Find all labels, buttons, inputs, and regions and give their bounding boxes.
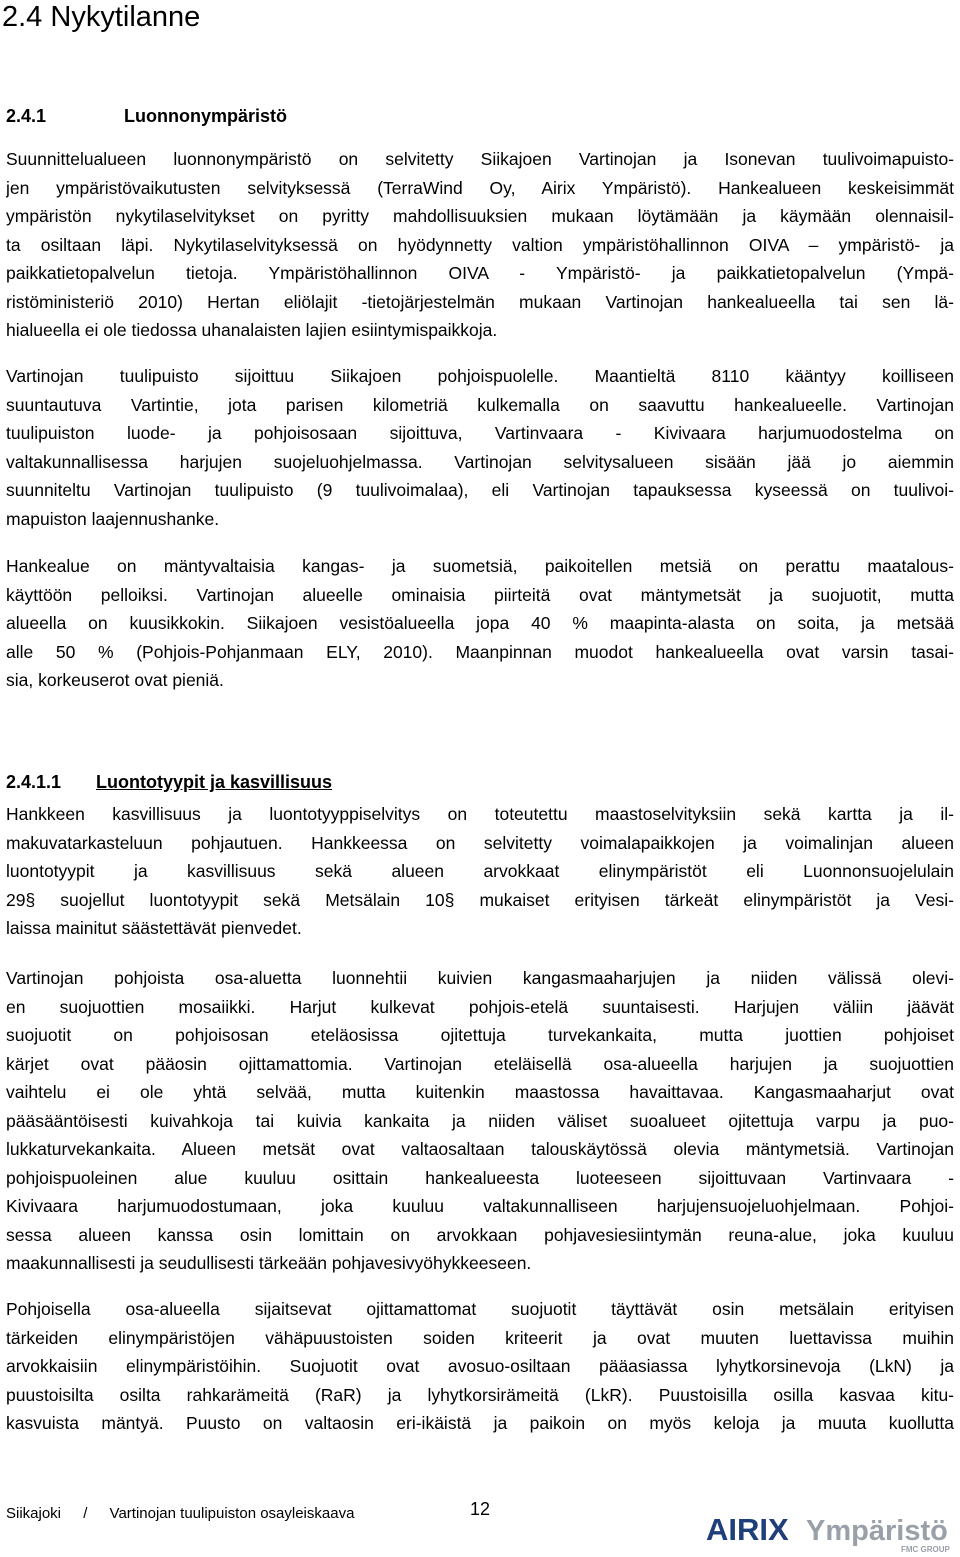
text-line: suuntautuva Vartintie, jota parisen kilometriä kulkemalla on saavuttu hankealueelle. Vartinojan [6, 394, 954, 415]
text-line: pääsääntöisesti kuivahkoja tai kuivia kankaita ja niiden väliset suoalueet ojitettuja varpu ja puo- [6, 1110, 954, 1131]
text-line: Kivivaara harjumuodostumaan, joka kuuluu valtakunnalliseen harjujensuojeluohjelmaan. Pohjoi- [6, 1196, 954, 1216]
text-line: Hankkeen kasvillisuus ja luontotyyppiselvitys on toteutettu maastoselvityksiin sekä kartta ja il- [6, 804, 954, 824]
airix-ymparisto-logo [706, 1510, 956, 1554]
text-line: valtakunnallisessa harjujen suojeluohjelmassa. Vartinojan selvitysalueen sisään jää jo aiemmin [6, 451, 954, 472]
footer-document-info [6, 1505, 354, 1522]
text-line: maakunnallisesti ja seudullisesti tärkeään pohjavesivyöhykkeeseen. [6, 1253, 532, 1273]
subsection-heading-2-4-1-1 [6, 770, 332, 794]
text-line: ta osiltaan läpi. Nykytilaselvityksessä on hyödynnetty valtion ympäristöhallinnon OIVA – ympäristö- ja [6, 234, 954, 255]
text-line: Vartinojan pohjoista osa-aluetta luonnehtii kuivien kangasmaaharjujen ja niiden välissä olevi- [6, 968, 954, 988]
text-line: pohjoispuoleinen alue kuuluu osittain hankealueesta luoteeseen sijoittuvaan Vartinvaara - [6, 1167, 954, 1188]
heading-2-4: 2.4 Nykytilanne [2, 1, 201, 33]
text-line: mapuiston laajennushanke. [6, 508, 220, 529]
text-line: ristöministeriö 2010) Hertan eliölajit -tietojärjestelmän mukaan Vartinojan hankealueella tai sen lä- [6, 291, 954, 312]
paragraph-6 [6, 1295, 954, 1438]
text-line: vaihtelu ei ole yhtä selvää, mutta kuitenkin maastossa havaittavaa. Kangasmaaharjut ovat [6, 1082, 954, 1102]
paragraph-4 [6, 800, 954, 943]
subsection-title: Luontotyypit ja kasvillisuus [96, 772, 333, 792]
subsection-number: 2.4.1.1 [6, 772, 62, 792]
text-line: suunniteltu Vartinojan tuulipuisto (9 tuulivoimalaa), eli Vartinojan tapauksessa kyseessä on tuulivoi- [6, 480, 954, 500]
footer-separator: / [83, 1505, 88, 1522]
section-heading-2-4-1 [6, 104, 287, 128]
text-line: makuvatarkasteluun pohjautuen. Hankkeessa on selvitetty voimalapaikkojen ja voimalinjan alueen [6, 832, 954, 853]
text-line: en suojuottien mosaiikki. Harjut kulkevat pohjois-etelä suuntaisesti. Harjujen väliin jäävät [6, 996, 954, 1017]
text-line: tuulipuiston luode- ja pohjoisosaan sijoittuva, Vartinvaara - Kivivaara harjumuodostelma on [6, 423, 954, 443]
text-line: luontotyypit ja kasvillisuus sekä alueen arvokkaat elinympäristöt eli Luonnonsuojelulain [6, 861, 954, 881]
footer-document-title: Vartinojan tuulipuiston osayleiskaava [109, 1505, 355, 1522]
logo-ymparisto-text: Ympäristö [806, 1515, 948, 1547]
footer-municipality: Siikajoki [6, 1505, 62, 1522]
text-line: sessa alueen kanssa osin lomittain on arvokkaan pohjavesiesiintymän reuna-alue, joka kuuluu [6, 1224, 954, 1245]
text-line: kärjet ovat pääosin ojittamattomia. Vartinojan eteläisellä osa-alueella harjujen ja suojuottien [6, 1053, 954, 1074]
text-line: Hankealue on mäntyvaltaisia kangas- ja suometsiä, paikoitellen metsiä on perattu maatalous- [6, 556, 954, 576]
text-line: Vartinojan tuulipuisto sijoittuu Siikajoen pohjoispuolelle. Maantieltä 8110 kääntyy koilliseen [6, 366, 954, 386]
text-line: alle 50 % (Pohjois-Pohjanmaan ELY, 2010). Maanpinnan muodot hankealueella ovat varsin tasai- [6, 641, 954, 662]
text-line: jen ympäristövaikutusten selvityksessä (TerraWind Oy, Airix Ympäristö). Hankealueen keskeisimmät [6, 177, 954, 198]
text-line: Pohjoisella osa-alueella sijaitsevat ojittamattomat suojuotit täyttävät osin metsälain erityisen [6, 1299, 954, 1319]
text-line: suojuotit on pohjoisosan eteläosissa ojitettuja turvekankaita, mutta juottien pohjoiset [6, 1025, 954, 1045]
text-line: tärkeiden elinympäristöjen vähäpuustoisten soiden kriteerit ja ovat muuten luettavissa muihin [6, 1327, 954, 1348]
paragraph-5 [6, 964, 954, 1278]
text-line: 29§ suojellut luontotyypit sekä Metsälain 10§ mukaiset erityisen tärkeät elinympäristöt ja Vesi- [6, 889, 954, 910]
paragraph-1 [6, 145, 954, 345]
text-line: arvokkaisiin elinympäristöihin. Suojuotit ovat avosuo-osiltaan pääasiassa lyhytkorsinevoja (LkN) ja [6, 1356, 954, 1376]
text-line: ympäristön nykytilaselvitykset on pyritty mahdollisuuksien mukaan löytämään ja käymään olennaisil- [6, 206, 954, 226]
text-line: laissa mainitut säästettävät pienvedet. [6, 918, 302, 938]
logo-tagline-text: FMC GROUP [901, 1545, 950, 1554]
text-line: hialueella ei ole tiedossa uhanalaisten lajien esiintymispaikkoja. [6, 320, 498, 340]
text-line: lukkaturvekankaita. Alueen metsät ovat valtaosaltaan talouskäytössä olevia mäntymetsiä. Vartinojan [6, 1139, 954, 1159]
section-title: Luonnonympäristö [124, 106, 287, 126]
page-number: 12 [470, 1499, 491, 1519]
section-number: 2.4.1 [6, 106, 47, 126]
text-line: puustoisilta osilta rahkarämeitä (RaR) ja lyhytkorsirämeitä (LkR). Puustoisilla osilla kasvaa kitu- [6, 1384, 954, 1405]
text-line: sia, korkeuserot ovat pieniä. [6, 670, 224, 690]
paragraph-2 [6, 362, 954, 533]
paragraph-3 [6, 552, 954, 695]
text-line: alueella on kuusikkokin. Siikajoen vesistöalueella jopa 40 % maapinta-alasta on soita, ja metsää [6, 613, 954, 633]
text-line: Suunnittelualueen luonnonympäristö on selvitetty Siikajoen Vartinojan ja Isonevan tuulivoimapuisto- [6, 149, 954, 169]
logo-airix-text: AIRIX [706, 1512, 789, 1547]
text-line: paikkatietopalvelun tietoja. Ympäristöhallinnon OIVA - Ympäristö- ja paikkatietopalvelun (Ympä- [6, 263, 954, 283]
text-line: käyttöön pelloiksi. Vartinojan alueelle ominaisia piirteitä ovat mäntymetsät ja suojuotit, mutta [6, 584, 954, 605]
text-line: kasvuista mäntyä. Puusto on valtaosin eri-ikäistä ja paikoin on myös keloja ja muuta kuollutta [6, 1413, 954, 1433]
